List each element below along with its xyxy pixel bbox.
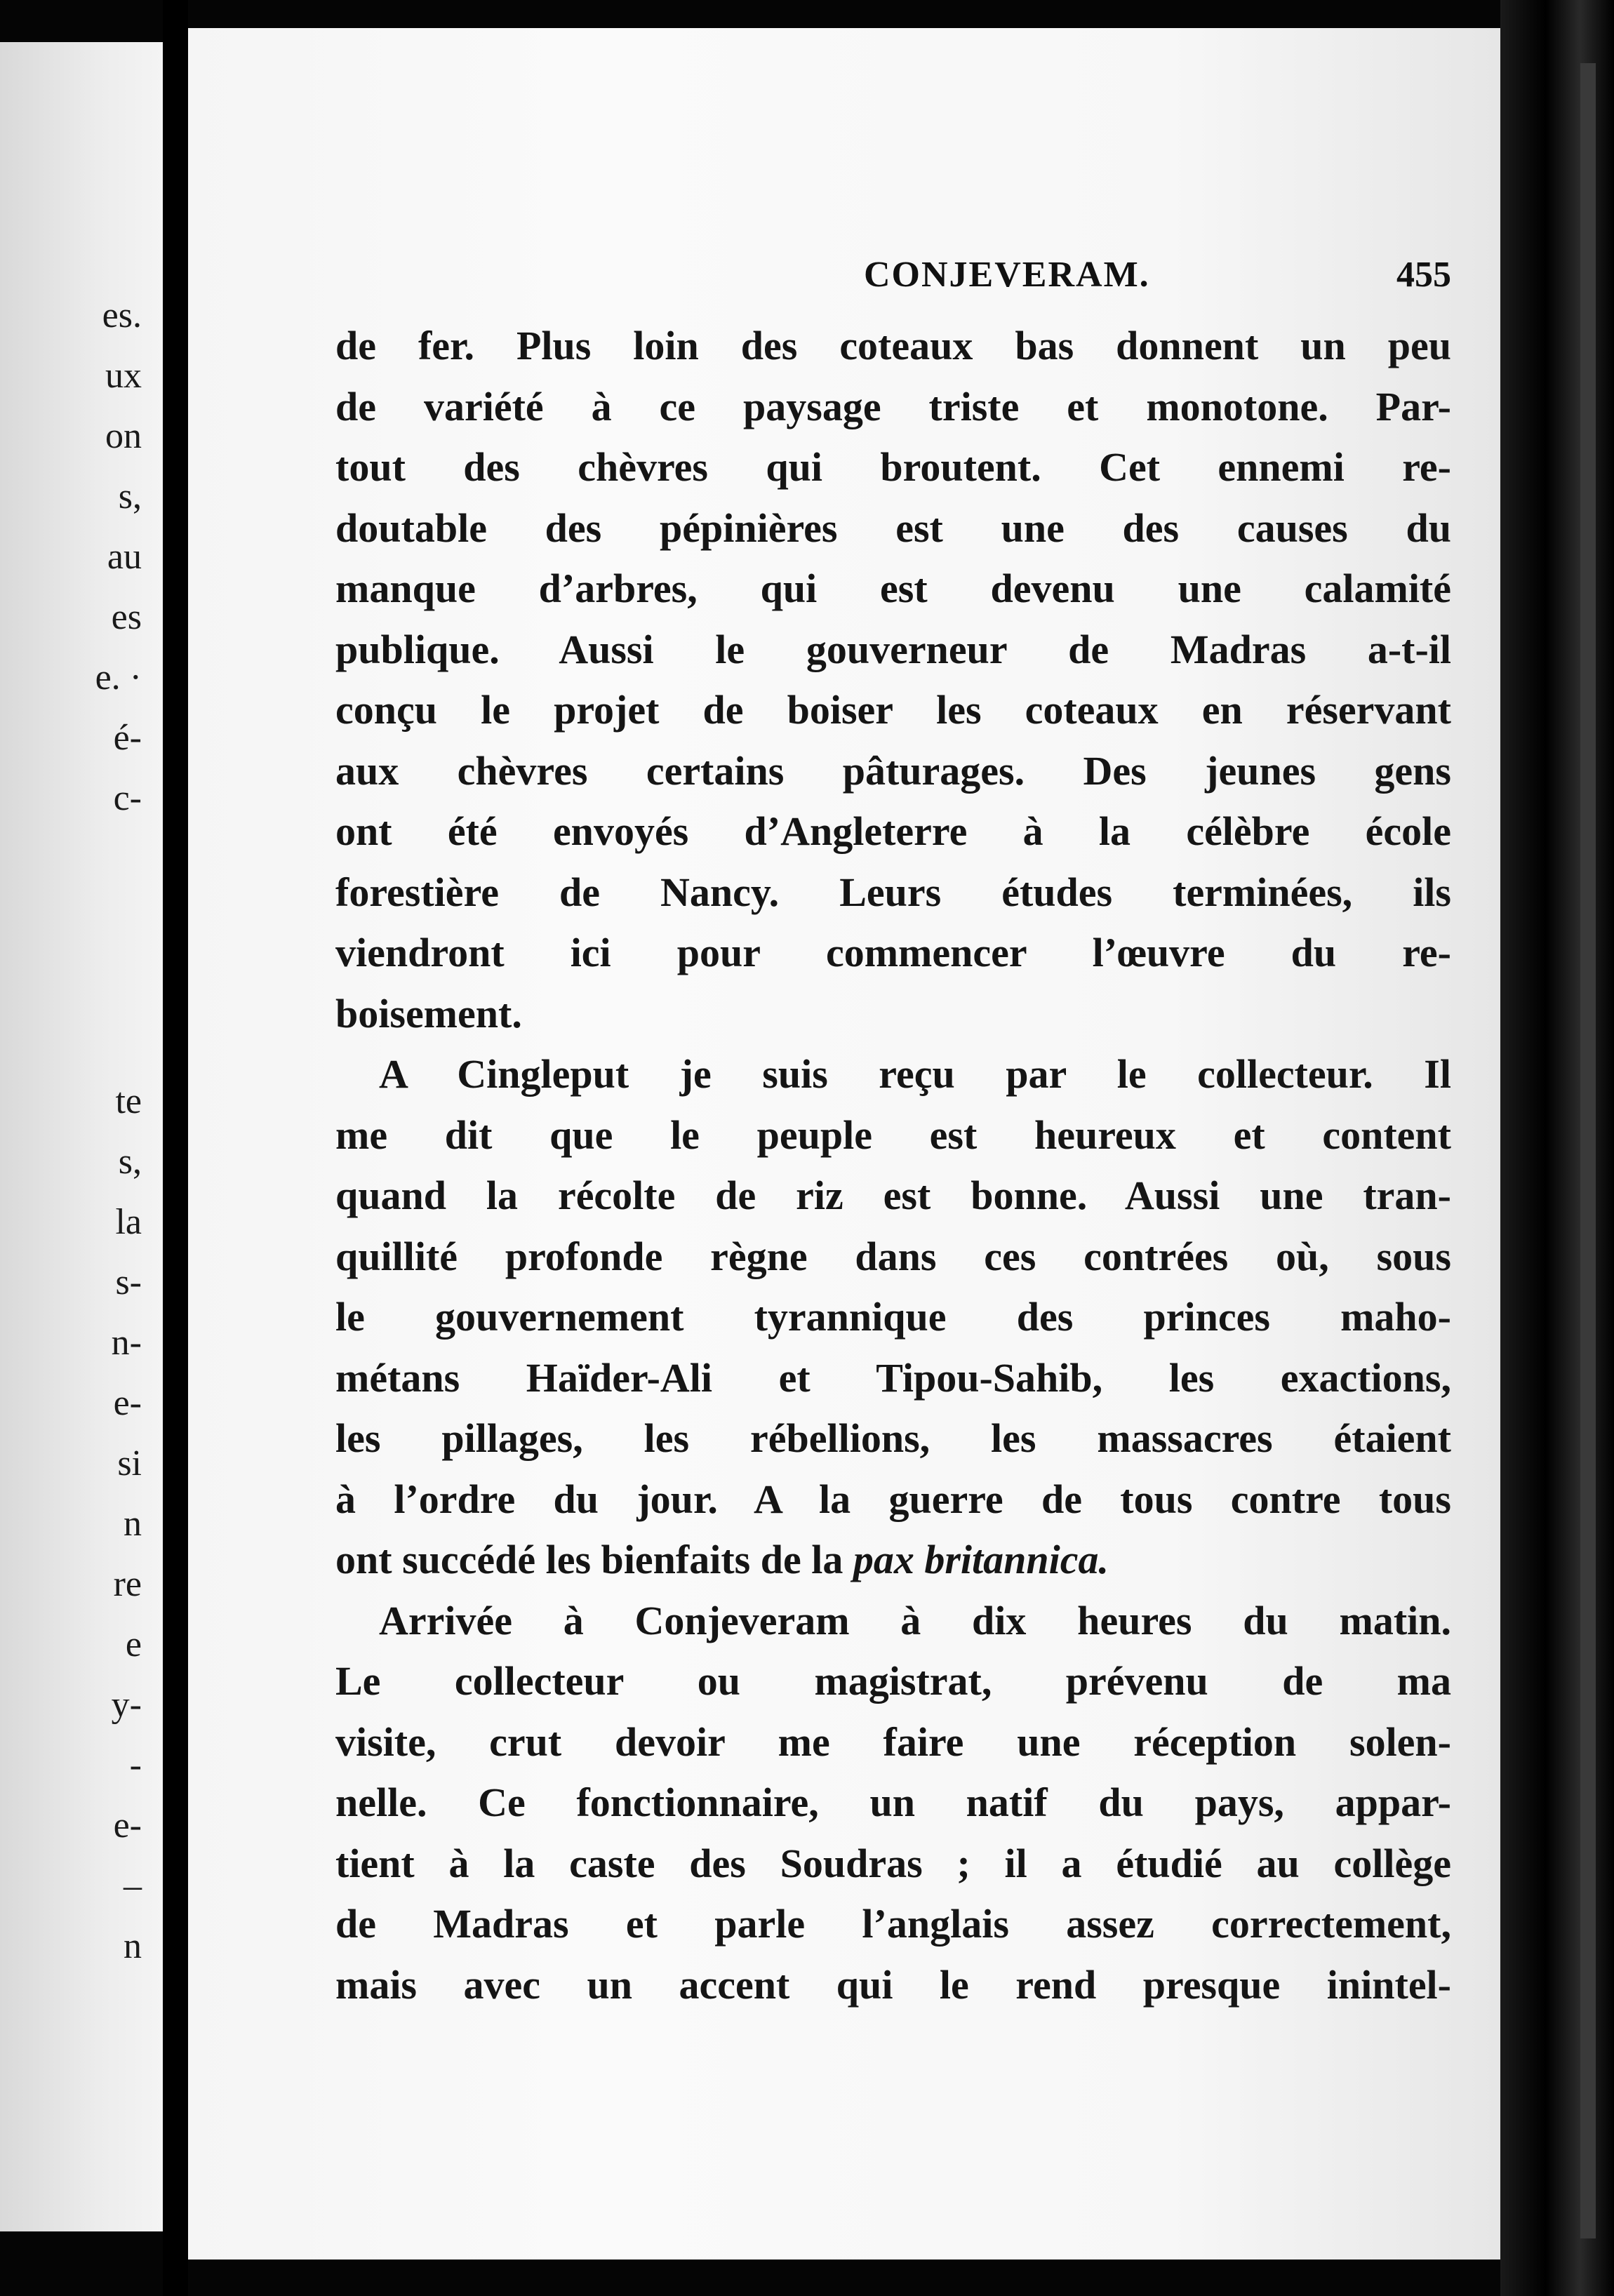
text-line: aux chèvres certains pâturages. Des jeunes gens [335, 747, 1451, 794]
book-gutter [163, 0, 188, 2296]
facing-page-line: e- [113, 1806, 142, 1846]
facing-page-line: n [124, 1504, 142, 1544]
book-page [188, 28, 1500, 2260]
facing-page-line: te [115, 1081, 142, 1121]
facing-page-line: n- [111, 1323, 142, 1363]
text-line: forestière de Nancy. Leurs études terminées, ils [335, 869, 1451, 915]
text-line: de variété à ce paysage triste et monotone. Par- [335, 383, 1451, 429]
text-line: visite, crut devoir me faire une réception solen- [335, 1718, 1451, 1765]
text-line: ont été envoyés d’Angleterre à la célèbre école [335, 808, 1451, 854]
text-line: de fer. Plus loin des coteaux bas donnent un peu [335, 323, 1451, 368]
facing-page-line: s- [115, 1262, 142, 1302]
facing-page-line: si [117, 1443, 142, 1483]
text-line: le gouvernement tyrannique des princes maho- [335, 1294, 1451, 1340]
text-line: me dit que le peuple est heureux et content [335, 1112, 1451, 1158]
text-line: nelle. Ce fonctionnaire, un natif du pays, appar- [335, 1780, 1451, 1825]
text-line: les pillages, les rébellions, les massacres étaient [335, 1415, 1451, 1461]
text-line: doutable des pépinières est une des causes du [335, 505, 1451, 551]
text-line: publique. Aussi le gouverneur de Madras a-t-il [335, 626, 1451, 672]
italic-phrase: pax britannica. [853, 1537, 1109, 1582]
text-line: manque d’arbres, qui est devenu une calamité [335, 566, 1451, 611]
page-header [335, 254, 1451, 303]
text-line: Le collecteur ou magistrat, prévenu de ma [335, 1658, 1451, 1704]
text-line: boisement. [335, 990, 522, 1036]
facing-page-line: on [105, 416, 142, 456]
facing-page-line: e. · [95, 658, 142, 698]
text-line: de Madras et parle l’anglais assez correctement, [335, 1901, 1451, 1947]
running-title: CONJEVERAM. [864, 255, 1150, 295]
facing-page-line: ux [105, 356, 142, 396]
text-line: mais avec un accent qui le rend presque inintel- [335, 1961, 1451, 2008]
facing-page-line: y- [111, 1685, 142, 1725]
facing-page-line: – [124, 1866, 142, 1906]
text-line: tient à la caste des Soudras ; il a étudié au collège [335, 1840, 1451, 1886]
facing-page-line: s, [118, 476, 142, 516]
facing-page-line: c- [113, 778, 142, 818]
text-segment: ont succédé les bienfaits de la [335, 1537, 843, 1582]
text-line: tout des chèvres qui broutent. Cet ennemi re- [335, 444, 1451, 490]
facing-page-line: n [124, 1926, 142, 1966]
text-line: quand la récolte de riz est bonne. Aussi une tran- [335, 1173, 1451, 1218]
facing-page-line: - [129, 1745, 142, 1785]
page-edge-shadow [1500, 0, 1614, 2296]
text-line: Arrivée à Conjeveram à dix heures du matin. [379, 1597, 1451, 1643]
facing-page-line: e [125, 1624, 142, 1664]
text-line [335, 1530, 1451, 1591]
text-line: métans Haïder-Ali et Tipou-Sahib, les exactions, [335, 1354, 1451, 1401]
facing-page-line: é- [113, 718, 142, 758]
facing-page-line: es [111, 597, 142, 637]
body-text [335, 316, 1451, 2015]
text-line: conçu le projet de boiser les coteaux en réservant [335, 687, 1451, 733]
page-number: 455 [1396, 255, 1451, 295]
text-line: A Cingleput je suis reçu par le collecteur. Il [379, 1051, 1451, 1097]
facing-page-line: s, [118, 1142, 142, 1182]
facing-page-line: es. [102, 295, 142, 335]
facing-page-line: la [115, 1202, 142, 1242]
text-line: à l’ordre du jour. A la guerre de tous contre tous [335, 1476, 1451, 1522]
facing-page-line: re [113, 1564, 142, 1604]
facing-page-line: au [107, 537, 142, 577]
facing-page-line: e- [113, 1383, 142, 1423]
page-edge-strip [1580, 63, 1596, 2238]
facing-page-fragment [0, 42, 163, 2231]
text-line: quillité profonde règne dans ces contrées où, sous [335, 1233, 1451, 1279]
text-line: viendront ici pour commencer l’œuvre du re- [335, 930, 1451, 975]
